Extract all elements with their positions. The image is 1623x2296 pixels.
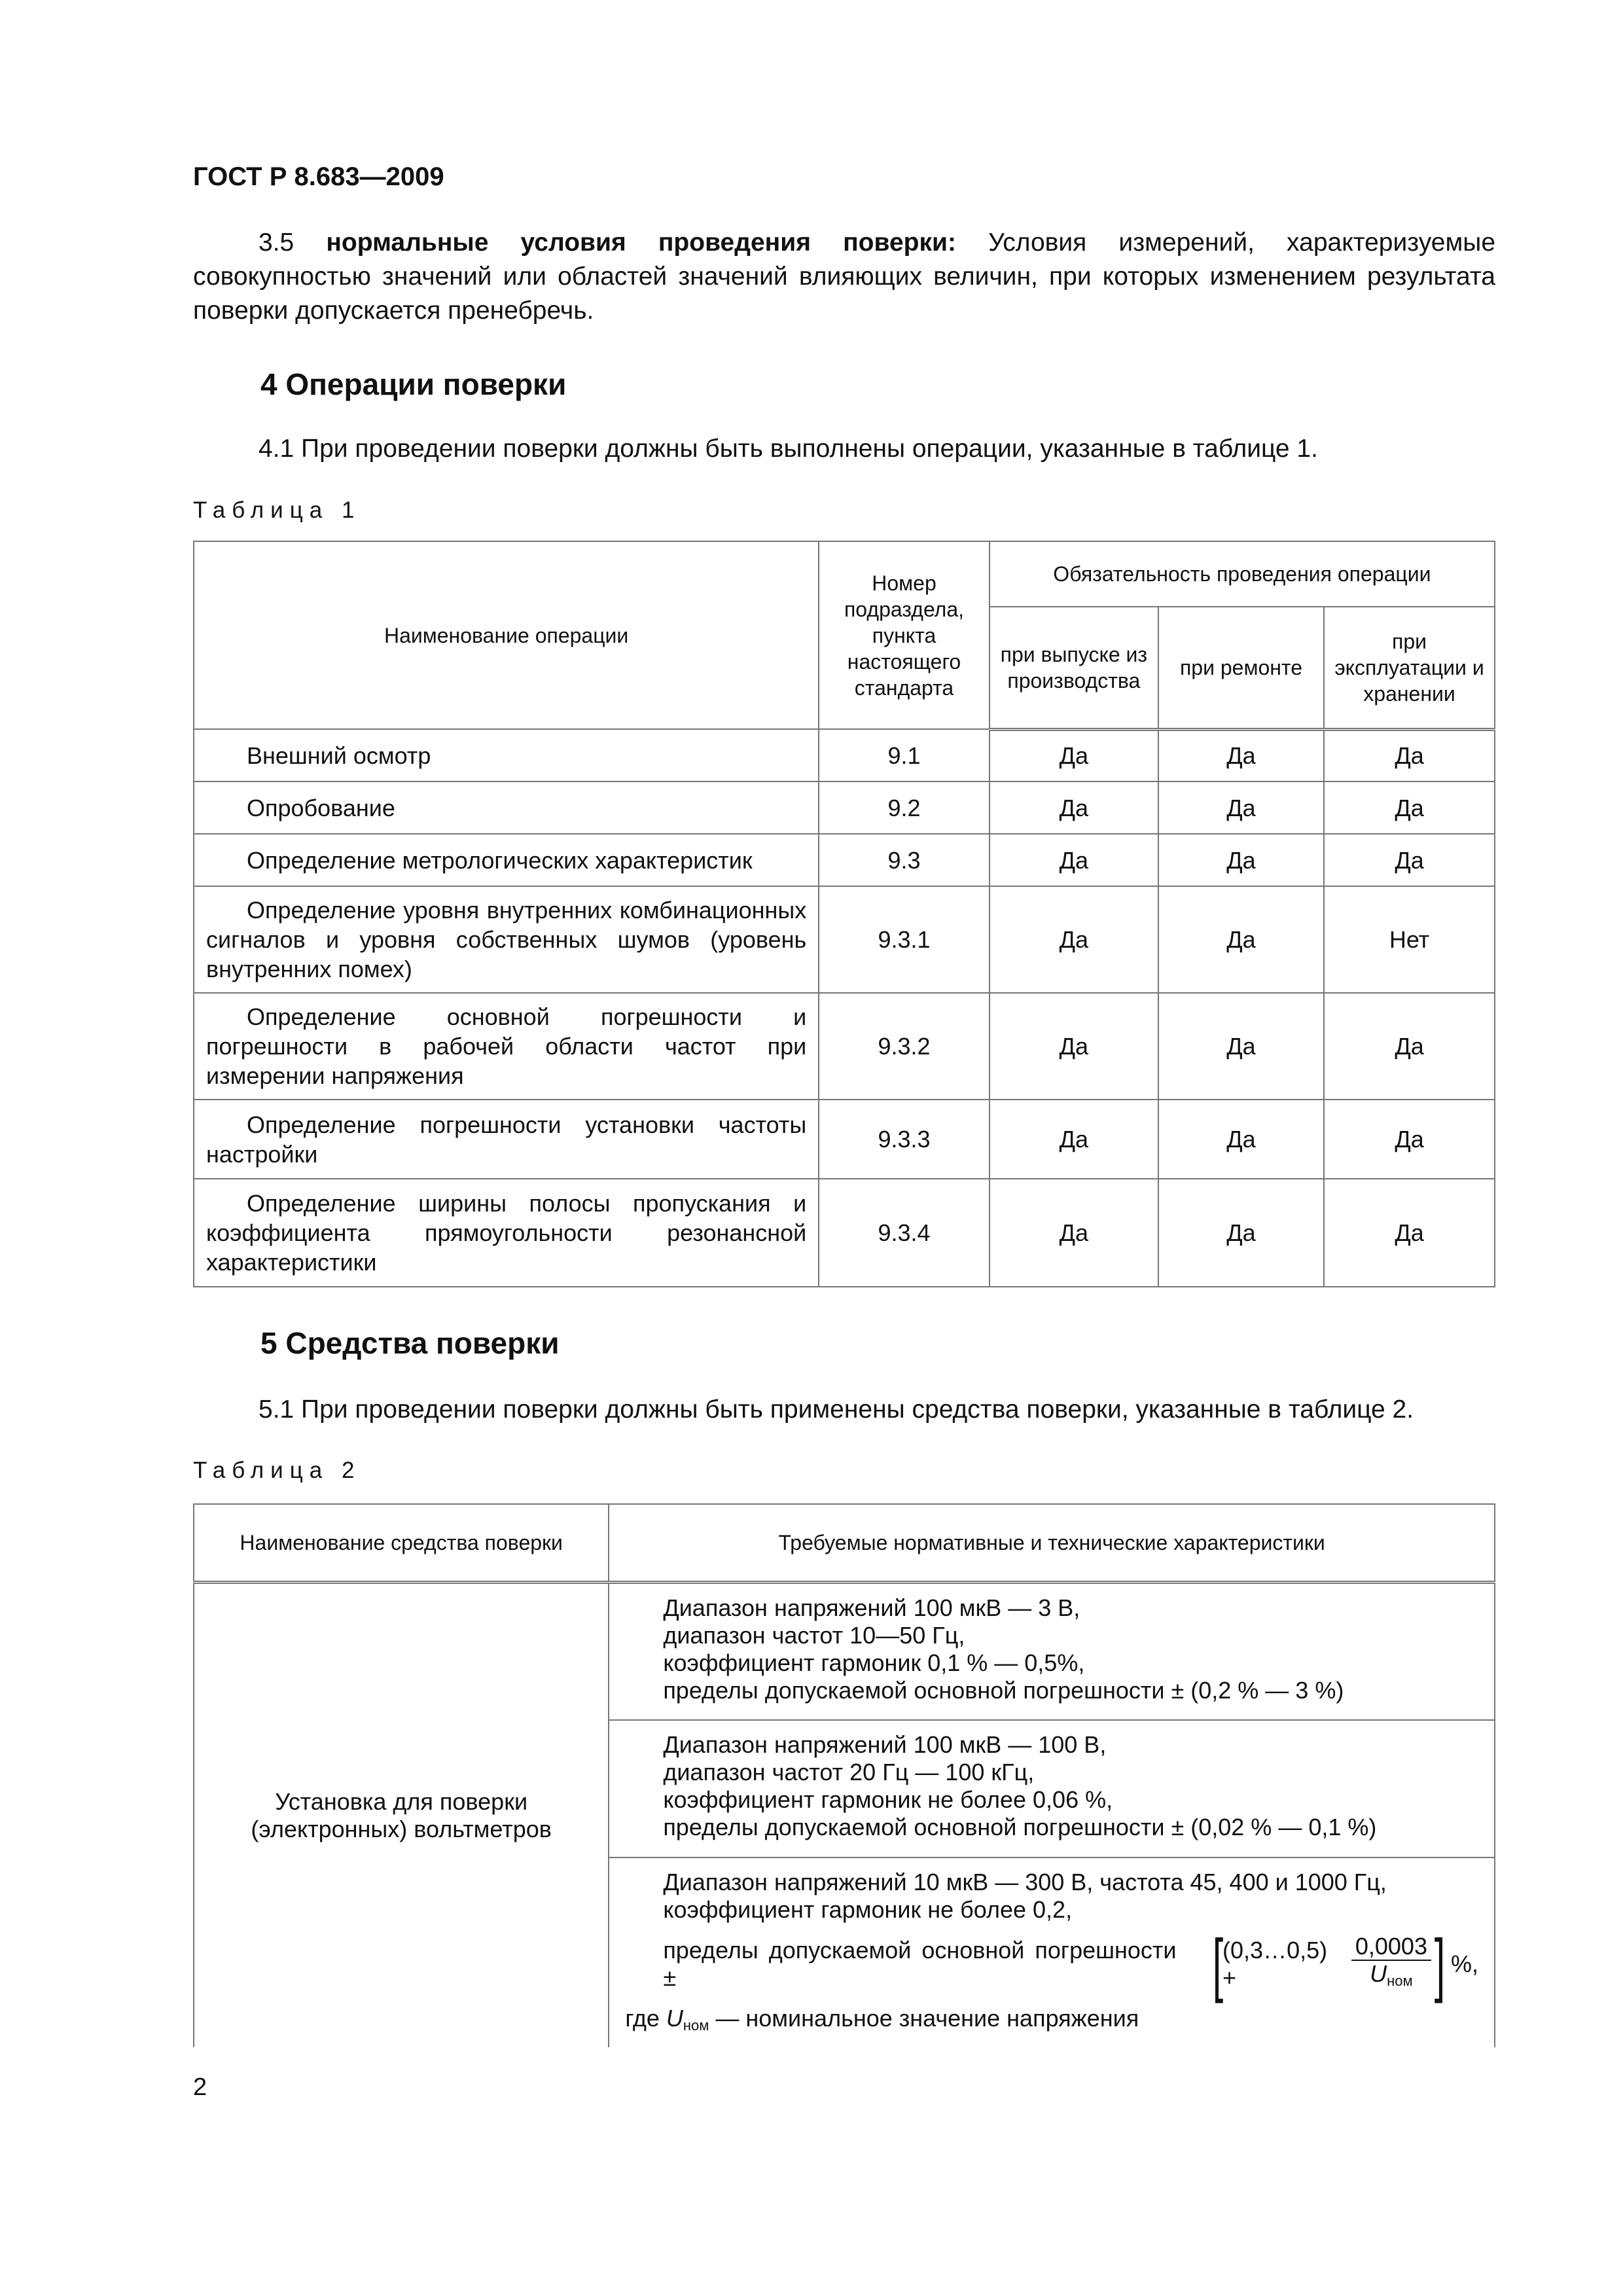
t1-cell-repair: Да — [1158, 834, 1324, 886]
t1-cell-operation: Да — [1324, 1100, 1495, 1179]
spec-line: Диапазон напряжений 10 мкВ — 300 В, частота 45, 400 и 1000 Гц, — [663, 1868, 1387, 1895]
right-bracket-icon: ] — [1434, 1924, 1446, 2003]
t1-cell-name: Внешний осмотр — [194, 729, 819, 781]
table2-caption: Таблица 2 — [193, 1458, 361, 1483]
t1-cell-num: 9.3.3 — [819, 1100, 989, 1179]
t1-header-name: Наименование операции — [194, 541, 819, 729]
t1-cell-operation: Да — [1324, 993, 1495, 1100]
spec-line: диапазон частот 20 Гц — 100 кГц, — [663, 1758, 1035, 1785]
t1-cell-repair: Да — [1158, 729, 1324, 781]
table-1 — [193, 541, 1495, 1287]
t1-header-number: Номер подраздела, пункта настоящего стандарта — [819, 541, 989, 729]
t2-spec-3 — [609, 1857, 1495, 2047]
table-row — [194, 1179, 1495, 1287]
t1-cell-release: Да — [990, 781, 1158, 834]
section-5-title: 5 Средства поверки — [260, 1326, 560, 1360]
formula-suffix: %, — [1450, 1950, 1478, 1977]
t1-cell-name: Определение основной погрешности и погрешности в рабочей области частот при измерении напряжения — [194, 993, 819, 1100]
page-number: 2 — [193, 2073, 207, 2101]
t1-cell-num: 9.3.1 — [819, 886, 989, 993]
t2-spec-2 — [609, 1720, 1495, 1857]
spec-line: диапазон частот 10—50 Гц, — [663, 1622, 965, 1649]
t1-cell-num: 9.3 — [819, 834, 989, 886]
t2-instrument-name: Установка для поверки (электронных) вольтметров — [194, 1583, 609, 2047]
t1-cell-repair: Да — [1158, 781, 1324, 834]
para-3-5-term: нормальные условия проведения поверки: — [326, 228, 956, 257]
error-limit-formula — [663, 1924, 1478, 2005]
table-row — [194, 886, 1495, 993]
t1-cell-operation: Да — [1324, 834, 1495, 886]
document-header: ГОСТ Р 8.683—2009 — [193, 162, 444, 191]
para-3-5-number: 3.5 — [259, 228, 294, 257]
t1-header-repair: при ремонте — [1158, 607, 1324, 729]
t1-header-obligation: Обязательность проведения операции — [990, 541, 1495, 607]
paragraph-3-5 — [193, 226, 1495, 328]
t1-cell-release: Да — [990, 1100, 1158, 1179]
para-4-1-text: 4.1 При проведении поверки должны быть выполнены операции, указанные в таблице 1. — [259, 435, 1318, 463]
t1-cell-release: Да — [990, 886, 1158, 993]
spec-line: Диапазон напряжений 100 мкВ — 100 В, — [663, 1731, 1107, 1758]
t1-cell-name: Определение погрешности установки частоты настройки — [194, 1100, 819, 1179]
formula-term: (0,3…0,5) + — [1222, 1936, 1328, 1991]
table-row — [194, 781, 1495, 834]
spec-line: коэффициент гармоник не более 0,06 %, — [663, 1785, 1113, 1813]
spec-line: коэффициент гармоник 0,1 % — 0,5%, — [663, 1649, 1085, 1676]
t1-cell-operation: Да — [1324, 729, 1495, 781]
paragraph-4-1 — [193, 432, 1495, 466]
table-row — [194, 993, 1495, 1100]
t1-cell-name: Опробование — [194, 781, 819, 834]
spec-line: Диапазон напряжений 100 мкВ — 3 В, — [663, 1594, 1080, 1621]
t1-cell-operation: Да — [1324, 781, 1495, 834]
t1-cell-name: Определение уровня внутренних комбинационных сигналов и уровня собственных шумов (уровень внутренних помех) — [194, 886, 819, 993]
formula-fraction — [1351, 1933, 1431, 1994]
t1-cell-repair: Да — [1158, 1179, 1324, 1287]
t1-cell-operation: Да — [1324, 1179, 1495, 1287]
t1-cell-repair: Да — [1158, 1100, 1324, 1179]
t1-cell-operation: Нет — [1324, 886, 1495, 993]
t1-cell-release: Да — [990, 834, 1158, 886]
t1-cell-name: Определение ширины полосы пропускания и коэффициента прямоугольности резонансной характеристики — [194, 1179, 819, 1287]
t1-cell-repair: Да — [1158, 886, 1324, 993]
t2-spec-1 — [609, 1583, 1495, 1720]
t1-cell-num: 9.3.4 — [819, 1179, 989, 1287]
section-4-title: 4 Операции поверки — [260, 367, 567, 401]
spec-line: пределы допускаемой основной погрешности ± (0,02 % — 0,1 %) — [663, 1813, 1377, 1840]
t1-header-release: при выпуске из производства — [990, 607, 1158, 729]
spec-line: коэффициент гармоник не более 0,2, — [663, 1895, 1073, 1923]
t1-header-operation: при эксплуатации и хранении — [1324, 607, 1495, 729]
fraction-denominator: $U_{ном}$ — [1370, 1960, 1413, 1989]
table-row — [194, 729, 1495, 781]
t1-cell-release: Да — [990, 1179, 1158, 1287]
where-note: где $U_{ном}$ — номинальное значение напряжения — [625, 2004, 1139, 2034]
t1-cell-repair: Да — [1158, 993, 1324, 1100]
t1-cell-release: Да — [990, 993, 1158, 1100]
para-3-5-text: Условия измерений, характеризуемые совокупностью значений или областей значений влияющих величин, при которых изменением результата поверки допускается пренебречь. — [193, 228, 1496, 325]
t1-cell-num: 9.2 — [819, 781, 989, 834]
spec-line: пределы допускаемой основной погрешности ± (0,2 % — 3 %) — [663, 1677, 1344, 1704]
para-5-1-text: 5.1 При проведении поверки должны быть применены средства поверки, указанные в таблице 2. — [259, 1395, 1414, 1424]
table-row — [194, 1100, 1495, 1179]
t1-cell-release: Да — [990, 729, 1158, 781]
fraction-numerator: 0,0003 — [1351, 1933, 1431, 1961]
formula-prefix: пределы допускаемой основной погрешности ± — [663, 1936, 1177, 1991]
table-row — [194, 834, 1495, 886]
t1-cell-name: Определение метрологических характеристик — [194, 834, 819, 886]
t2-header-specs: Требуемые нормативные и технические характеристики — [609, 1504, 1495, 1583]
paragraph-5-1 — [193, 1393, 1495, 1427]
table-2 — [193, 1503, 1495, 2047]
t1-cell-num: 9.3.2 — [819, 993, 989, 1100]
table1-caption: Таблица 1 — [193, 497, 361, 523]
t2-header-name: Наименование средства поверки — [194, 1504, 609, 1583]
t1-cell-num: 9.1 — [819, 729, 989, 781]
left-bracket-icon: [ — [1212, 1924, 1224, 2003]
